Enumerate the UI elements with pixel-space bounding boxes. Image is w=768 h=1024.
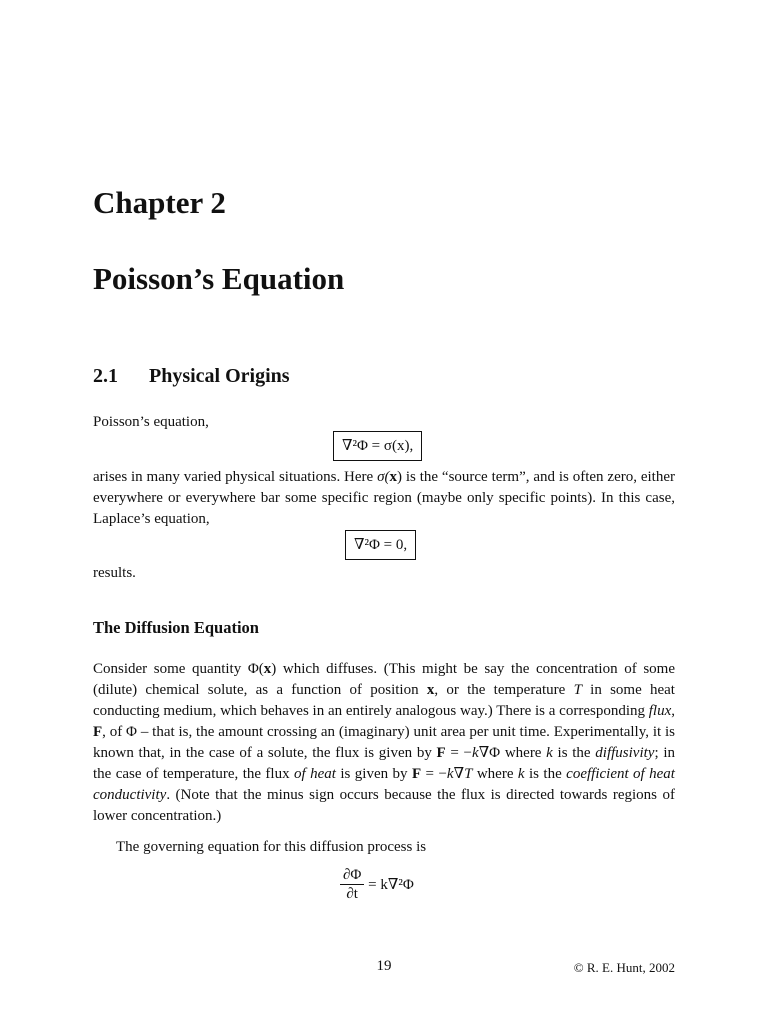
equation-poisson: ∇²Φ = σ(x), — [333, 431, 422, 461]
paragraph-intro: Poisson’s equation, — [93, 414, 209, 430]
fraction-denominator: ∂t — [346, 886, 358, 902]
paragraph-governing: The governing equation for this diffusion process is — [116, 839, 427, 855]
section-number: 2.1 — [93, 365, 118, 387]
paragraph-source-term: arises in many varied physical situations. Here σ(x) is the “source term”, and is often zero, either everywhere or everywhere bar some specific region (maybe only specific points). In this case, Laplace’s equation, — [93, 469, 675, 527]
page-number: 19 — [376, 958, 392, 974]
fraction-dphi-dt — [340, 866, 364, 903]
fraction-numerator: ∂Φ — [340, 866, 364, 885]
equation-diffusion — [340, 866, 414, 903]
copyright: © R. E. Hunt, 2002 — [573, 960, 675, 975]
chapter-title: Poisson’s Equation — [93, 261, 345, 296]
section-title: Physical Origins — [149, 365, 290, 387]
subsection-heading: The Diffusion Equation — [93, 618, 259, 637]
section-heading — [93, 363, 290, 389]
paragraph-results: results. — [93, 565, 136, 581]
equation-rhs: = k∇²Φ — [368, 877, 414, 893]
paragraph-diffusion: Consider some quantity Φ(x) which diffuses. (This might be say the concentration of some (dilute) chemical solute, as a function of position x, or the temperature T in some heat conducting medium, which behaves in an entirely analogous way.) There is a corresponding flux, F, of Φ – that is, the amount crossing an (imaginary) unit area per unit time. Experimentally, it is known that, in the case of a solute, the flux is given by F = −k∇Φ where k is the diffusivity; in the case of temperature, the flux of heat is given by F = −k∇T where k is the coefficient of heat conductivity. (Note that the minus sign occurs because the flux is directed towards regions of lower concentration.) — [93, 661, 675, 824]
chapter-label: Chapter 2 — [93, 185, 226, 220]
equation-laplace: ∇²Φ = 0, — [345, 530, 416, 560]
